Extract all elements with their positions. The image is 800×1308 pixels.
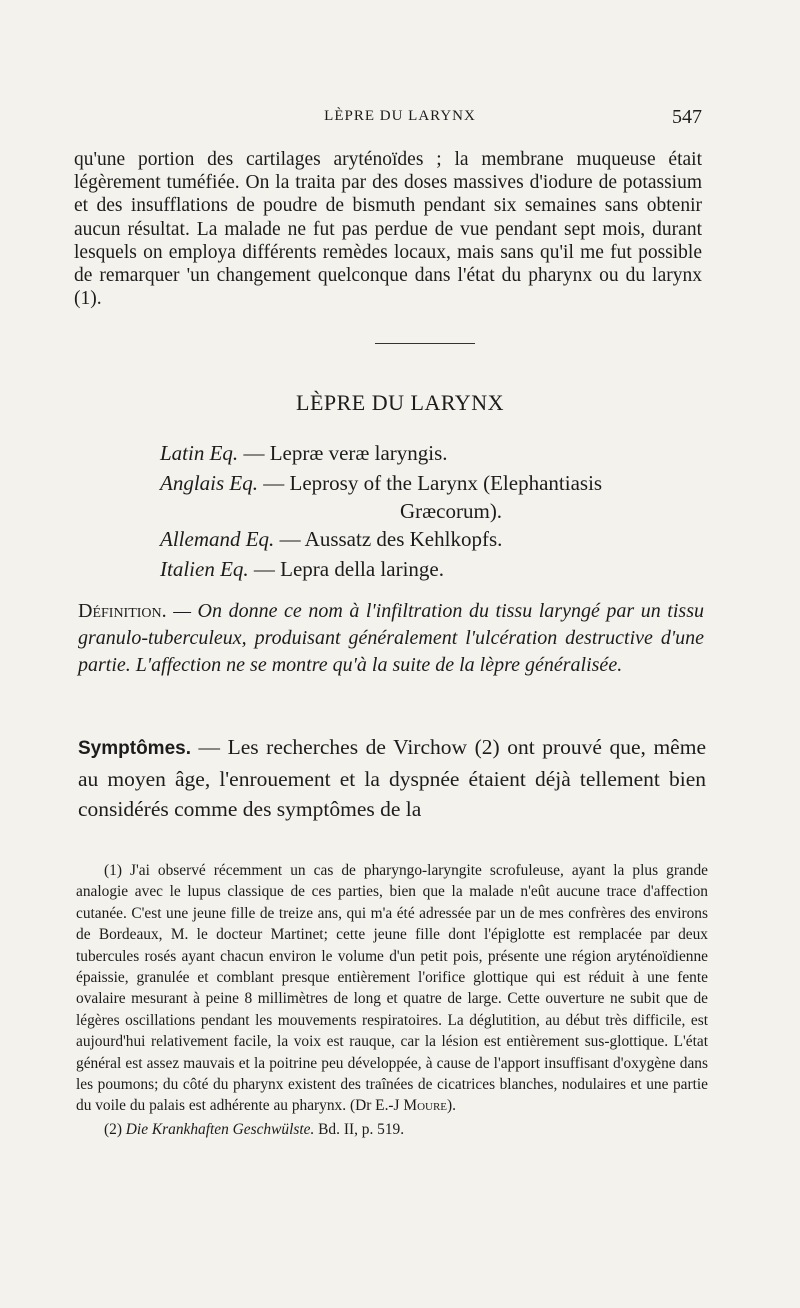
footnote-1 [76, 860, 708, 1117]
symptoms-body: — Les recherches de Virchow (2) ont prouvé que, même au moyen âge, l'enrouement et la dyspnée étaient déjà tellement bien considérés comme des symptômes de la [78, 735, 706, 821]
equivalent-english-continuation: Græcorum). [400, 499, 503, 523]
equivalent-lang: Anglais Eq. [160, 471, 258, 495]
equivalent-lang: Latin Eq. [160, 441, 239, 465]
definition-body: — On donne ce nom à l'infiltration du tissu laryngé par un tissu granulo-tuberculeux, produisant généralement l'ulcération destructive d'une partie. L'affection ne se montre qu'à la suite de la lèpre généralisée. [78, 600, 704, 676]
equivalent-lang: Italien Eq. [160, 557, 249, 581]
page-number: 547 [672, 106, 702, 128]
footnote-2 [76, 1119, 708, 1140]
paragraph-continuation: qu'une portion des cartilages aryténoïdes ; la membrane muqueuse était légèrement tuméfiée. On la traita par des doses massives d'iodure de potassium et des insufflations de poudre de bismuth pendant six semaines sans obtenir aucun résultat. La malade ne fut pas perdue de vue pendant sept mois, durant lesquels on employa différents remèdes locaux, mais sans qu'il me fut possible de remarquer 'un changement quelconque dans l'état du pharynx ou du larynx (1). [74, 149, 702, 310]
footnote-2-num: (2) [104, 1120, 126, 1138]
separator-rule [375, 343, 475, 344]
symptoms-paragraph [78, 732, 706, 824]
symptoms-lead: Symptômes. [78, 738, 191, 759]
equivalent-german [160, 526, 502, 552]
footnote-1-signature: Moure). [403, 1097, 456, 1115]
equivalent-text: — Leprosy of the Larynx (Elephantiasis [258, 471, 603, 495]
definition-lead: Définition. [78, 600, 167, 622]
section-title: LÈPRE DU LARYNX [296, 390, 504, 415]
footnote-2-ref: Bd. II, p. 519. [314, 1120, 405, 1138]
footnote-2-title: Die Krankhaften Geschwülste. [125, 1120, 315, 1138]
equivalent-lang: Allemand Eq. [160, 527, 275, 551]
equivalent-text: — Aussatz des Kehlkopfs. [274, 527, 503, 551]
equivalent-italian [160, 556, 444, 582]
equivalent-text: — Lepræ veræ laryngis. [238, 441, 448, 465]
footnotes [76, 860, 708, 1140]
definition-paragraph [78, 598, 704, 679]
equivalent-latin [160, 440, 448, 466]
running-title: LÈPRE DU LARYNX [324, 108, 476, 124]
running-header [0, 106, 800, 130]
equivalent-english [160, 470, 602, 496]
footnote-1-text: (1) J'ai observé récemment un cas de pharyngo-laryngite scrofuleuse, ayant la plus grande analogie avec le lupus classique de ces parties, bien que la malade n'eût aucune trace d'affection cutanée. C'est une jeune fille de treize ans, qui m'a été adressée par un de mes confrères des environs de Bordeaux, M. le docteur Martinet; cette jeune fille dont l'épiglotte est remplacée par deux tubercules rosés ayant chacun environ le volume d'un petit pois, présente une région aryténoïdienne épaissie, granulée et comblant presque entièrement l'orifice glottique qui est réduit à une fente ovalaire mesurant à peine 8 millimètres de long et quatre de large. Cette ouverture ne subit que de légères oscillations pendant les mouvements respiratoires. La déglutition, au début très difficile, est aujourd'hui relativement facile, la voix est rauque, car la lésion est entièrement sus-glottique. L'état général est assez mauvais et la poitrine peu développée, à cause de l'apport insuffisant d'oxygène dans les poumons; du côté du pharynx existent des traînées de cicatrices blanches, nodulaires et une partie du voile du palais est adhérente au pharynx. (Dr E.-J [76, 862, 708, 1115]
equivalent-text: — Lepra della laringe. [248, 557, 444, 581]
